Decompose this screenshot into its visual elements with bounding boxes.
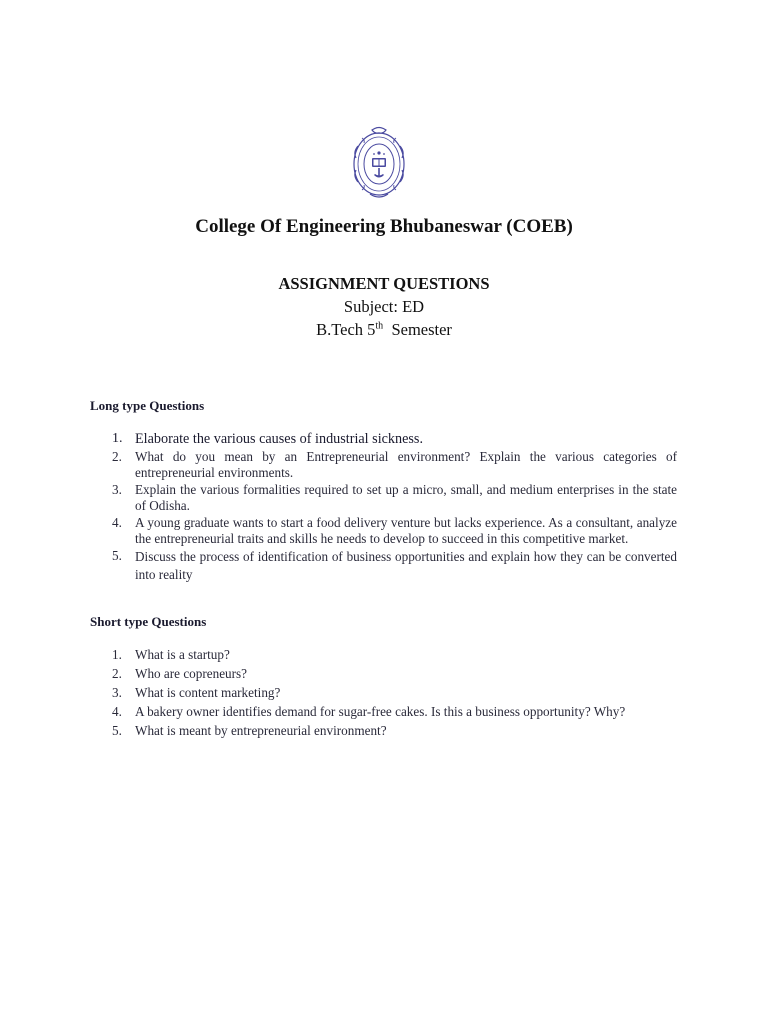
assignment-heading: ASSIGNMENT QUESTIONS (278, 274, 490, 293)
list-item (90, 702, 677, 721)
question-text: What do you mean by an Entrepreneurial environment? Explain the various categories of entrepreneurial environments. (135, 448, 677, 480)
question-number: 1. (112, 431, 123, 446)
question-number: 1. (112, 647, 122, 662)
long-questions-heading: Long type Questions (90, 398, 205, 413)
list-item (90, 683, 677, 702)
semester-suffix: Semester (383, 320, 452, 339)
list-item (90, 548, 677, 584)
question-number: 4. (112, 514, 122, 530)
question-text: What is meant by entrepreneurial environment? (135, 723, 387, 738)
question-text: A bakery owner identifies demand for sugar-free cakes. Is this a business opportunity? Why? (135, 704, 626, 719)
long-questions-list (90, 431, 677, 584)
assignment-header (0, 272, 768, 341)
semester-superscript: th (375, 320, 384, 332)
short-questions-list (90, 645, 677, 740)
question-number: 2. (112, 666, 122, 681)
question-text: Who are copreneurs? (135, 666, 248, 681)
question-number: 5. (112, 723, 122, 738)
short-questions-heading: Short type Questions (90, 614, 207, 629)
college-emblem-icon (350, 126, 408, 200)
question-text: Discuss the process of identification of business opportunities and explain how they can be converted into reality (135, 548, 677, 582)
question-text: What is content marketing? (135, 685, 281, 700)
list-item (90, 515, 677, 548)
list-item (90, 431, 677, 448)
list-item (90, 664, 677, 683)
list-item (90, 645, 677, 664)
question-text: What is a startup? (135, 647, 230, 662)
question-text: Explain the various formalities required to set up a micro, small, and medium enterprises in the state of Odisha. (135, 481, 677, 513)
question-number: 4. (112, 704, 122, 719)
question-text: A young graduate wants to start a food delivery venture but lacks experience. As a consultant, analyze the entrepreneurial traits and skills he needs to develop to succeed in this competitive market. (135, 514, 677, 546)
semester-prefix: B.Tech 5 (316, 320, 376, 339)
list-item (90, 482, 677, 515)
college-title: College Of Engineering Bhubaneswar (COEB) (195, 216, 573, 237)
question-text: Elaborate the various causes of industrial sickness. (135, 431, 424, 447)
question-number: 3. (112, 685, 122, 700)
subject-line: Subject: ED (343, 297, 425, 316)
question-number: 2. (112, 448, 122, 464)
question-number: 5. (112, 547, 122, 563)
list-item (90, 449, 677, 482)
question-number: 3. (112, 481, 122, 497)
list-item (90, 721, 677, 740)
semester-line (0, 318, 768, 341)
